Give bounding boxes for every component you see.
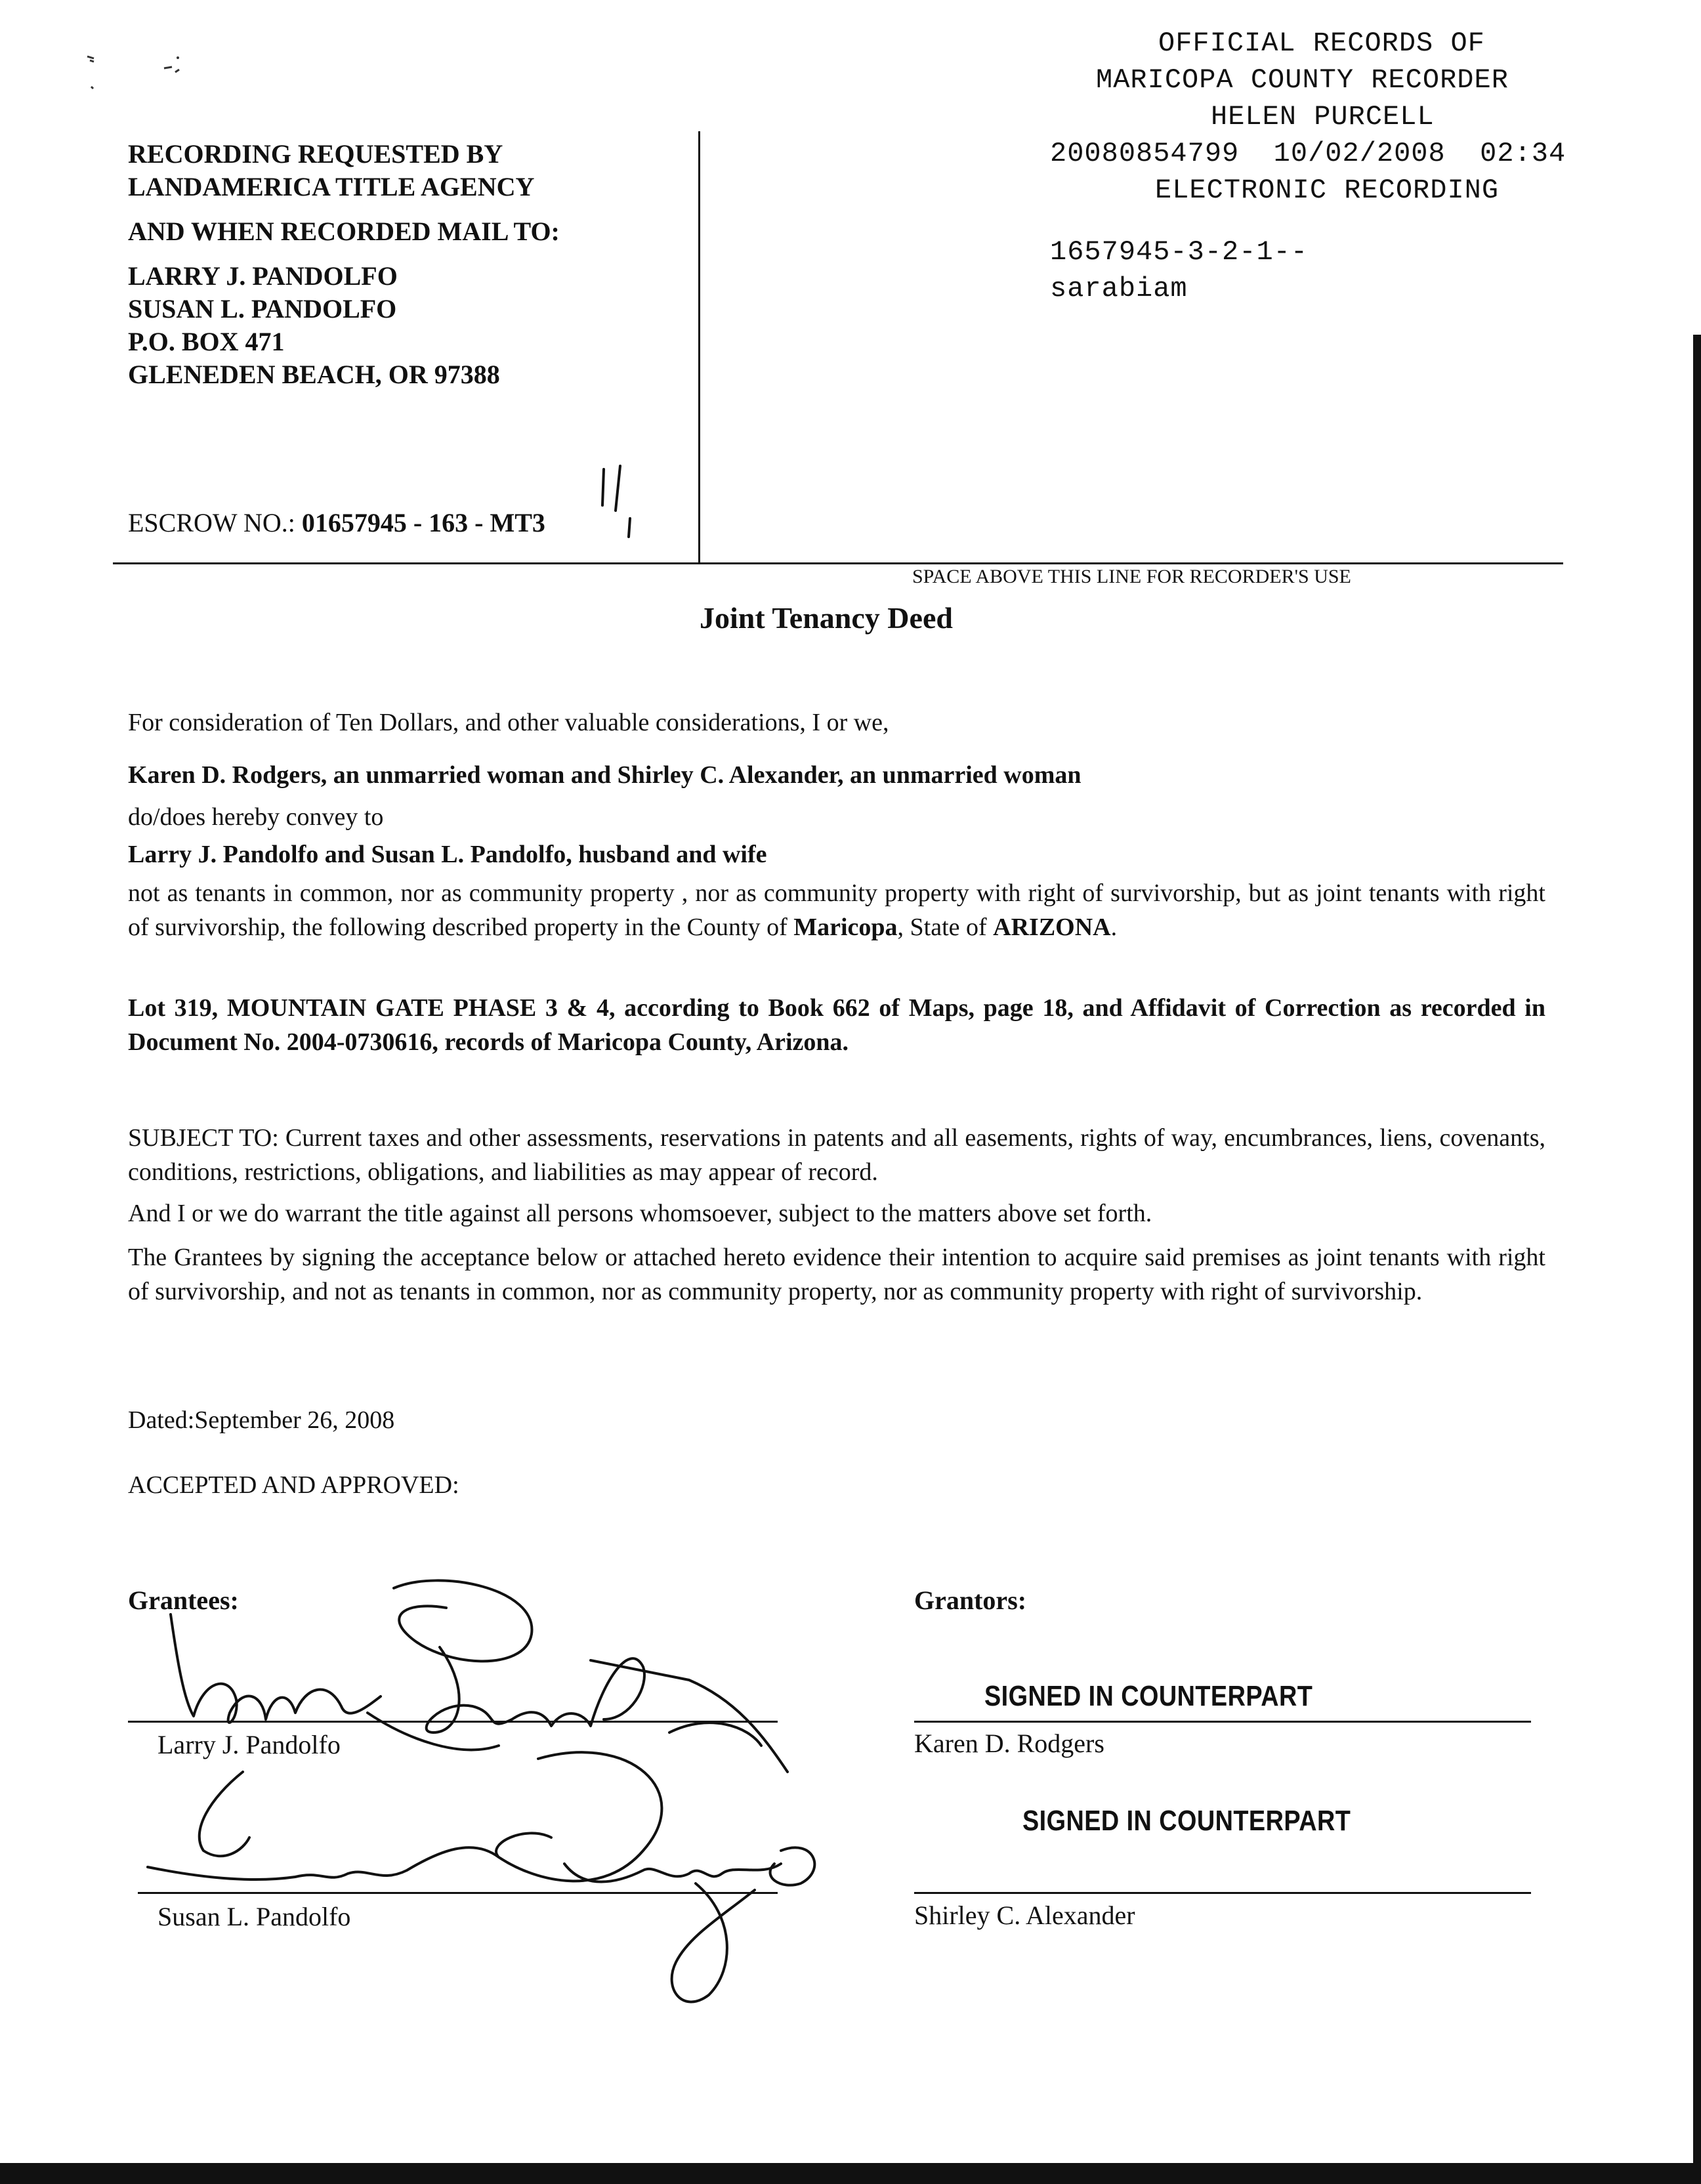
grantors-label: Grantors:: [914, 1586, 1027, 1615]
requested-by-label: RECORDING REQUESTED BY: [128, 139, 503, 169]
counterpart-stamp-1: SIGNED IN COUNTERPART: [984, 1680, 1313, 1712]
county-name: Maricopa: [793, 914, 898, 941]
scan-specks: [82, 52, 200, 98]
mail-to-label: AND WHEN RECORDED MAIL TO:: [128, 217, 560, 246]
escrow-label: ESCROW NO.:: [128, 508, 295, 537]
legal-description: Lot 319, MOUNTAIN GATE PHASE 3 & 4, according to Book 662 of Maps, page 18, and Affidavit of Correction as recorded in Document No. 2004-0730616, records of Maricopa County, Arizona.: [128, 994, 1545, 1056]
subject-to-text: SUBJECT TO: Current taxes and other assessments, reservations in patents and all easements, rights of way, encumbrances, liens, covenants, conditions, restrictions, obligations, and liabilities as may appear of record.: [128, 1124, 1545, 1186]
recording-number-line: [1050, 135, 1693, 172]
scan-edge-bottom: [0, 2163, 1701, 2184]
grantees-label: Grantees:: [128, 1586, 239, 1615]
recording-requested-block: [128, 138, 692, 391]
grantee2-name: Susan L. Pandolfo: [158, 1902, 351, 1931]
mail-to-city: GLENEDEN BEACH, OR 97388: [128, 360, 500, 389]
escrow-number: 01657945 - 163 - MT3: [301, 508, 545, 537]
document-number: 20080854799: [1050, 138, 1240, 169]
grantee1-name: Larry J. Pandolfo: [158, 1730, 341, 1759]
tenancy-text: [128, 876, 1545, 944]
handwritten-page-count: [591, 459, 669, 545]
recorder-space-rule: [113, 562, 1563, 564]
grantees-text: Larry J. Pandolfo and Susan L. Pandolfo, husband and wife: [128, 841, 767, 868]
state-post: .: [1110, 914, 1118, 941]
recorder-line-3: HELEN PURCELL: [1211, 101, 1435, 133]
grantors-text: Karen D. Rodgers, an unmarried woman and Shirley C. Alexander, an unmarried woman: [128, 761, 1082, 789]
scan-edge-right: [1693, 335, 1701, 2184]
grantor2-name: Shirley C. Alexander: [914, 1900, 1135, 1930]
state-pre: , State of: [897, 914, 994, 941]
acceptance-text: The Grantees by signing the acceptance below or attached hereto evidence their intention to acquire said premises as joint tenants with right of survivorship, and not as tenants in common, nor as community property, nor as community property with right of survivorship.: [128, 1244, 1545, 1305]
recorder-line-1: OFFICIAL RECORDS OF: [1158, 28, 1485, 59]
counterpart-stamp-2: SIGNED IN COUNTERPART: [1022, 1805, 1351, 1837]
title-agency: LANDAMERICA TITLE AGENCY: [128, 172, 535, 201]
recording-ref: 1657945-3-2-1--: [1050, 236, 1309, 268]
space-above-note: SPACE ABOVE THIS LINE FOR RECORDER'S USE: [912, 566, 1351, 587]
deed-title: Joint Tenancy Deed: [700, 601, 953, 635]
dated-text: Dated:September 26, 2008: [128, 1406, 395, 1434]
escrow-line: [128, 507, 545, 538]
recorder-line-2: MARICOPA COUNTY RECORDER: [1096, 64, 1509, 96]
grantor2-signature-line: [914, 1892, 1531, 1894]
recording-time: 02:34: [1480, 138, 1566, 169]
recording-method: ELECTRONIC RECORDING: [1155, 175, 1500, 206]
grantor1-name: Karen D. Rodgers: [914, 1729, 1104, 1758]
warranty-text: And I or we do warrant the title against all persons whomsoever, subject to the matters above set forth.: [128, 1200, 1152, 1227]
tenancy-pre: not as tenants in common, nor as community property , nor as community property with right of survivorship, but as joint tenants with right of survivorship, the following described property in the County of: [128, 879, 1545, 941]
grantee-signatures: [131, 1575, 866, 2008]
grantor1-signature-line: [914, 1721, 1531, 1723]
accepted-approved-text: ACCEPTED AND APPROVED:: [128, 1471, 459, 1499]
recorder-block: [1050, 25, 1693, 307]
header-vertical-divider: [698, 131, 700, 564]
convey-text: do/does hereby convey to: [128, 803, 384, 831]
consideration-text: For consideration of Ten Dollars, and other valuable considerations, I or we,: [128, 709, 889, 736]
mail-to-name-2: SUSAN L. PANDOLFO: [128, 294, 397, 324]
mail-to-name-1: LARRY J. PANDOLFO: [128, 261, 398, 291]
recording-date: 10/02/2008: [1273, 138, 1446, 169]
mail-to-address: P.O. BOX 471: [128, 327, 285, 356]
recording-user: sarabiam: [1050, 273, 1188, 304]
state-name: ARIZONA: [993, 914, 1111, 941]
